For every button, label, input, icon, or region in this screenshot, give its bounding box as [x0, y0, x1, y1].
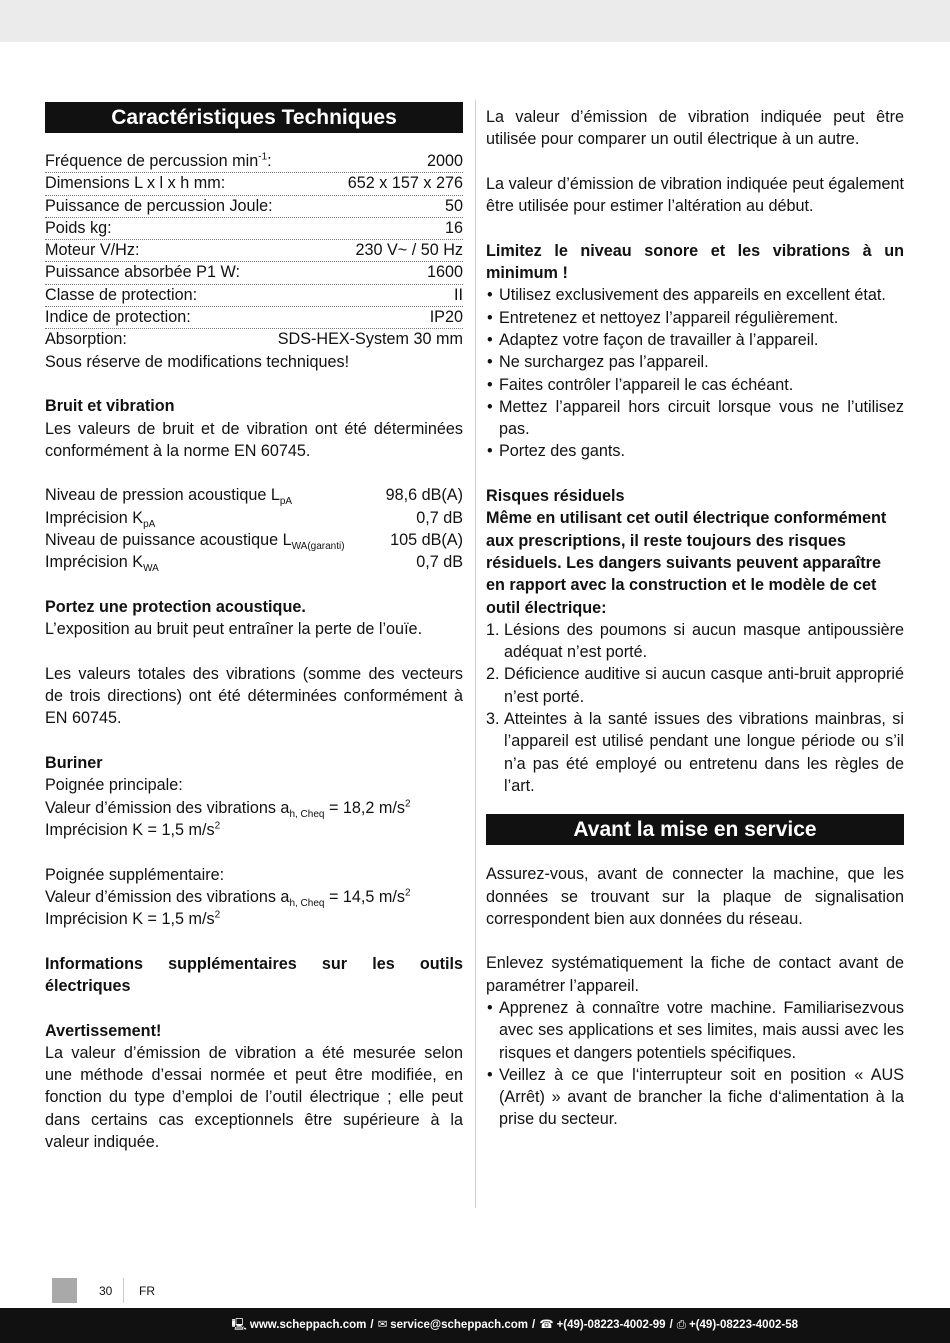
spec-row [45, 240, 463, 262]
extra-handle-uncertainty: Imprécision K = 1,5 $m/s^2$ [45, 909, 221, 929]
risk-heading: Risques résiduels [486, 487, 625, 506]
list-item: • Utilisez exclusivement des appareils en excellent état. [486, 284, 904, 306]
spec-label: Classe de protection: [45, 285, 198, 304]
buriner-heading: Buriner [45, 754, 103, 773]
vibration-compare-text: La valeur d’émission de vibration indiquée peut être utilisée pour comparer un outil électrique à un autre. [486, 108, 904, 149]
noise-text: Les valeurs de bruit et de vibration ont été déterminées conformément à la norme EN 60745. [45, 419, 463, 460]
footer-separator: / [532, 1319, 536, 1332]
top-margin-band [0, 0, 950, 42]
spec-row [45, 173, 463, 195]
computer-icon: 🖳 [231, 1319, 247, 1332]
footer-phone: +(49)-08223-4002-99 [556, 1319, 666, 1332]
protection-text: L’exposition au bruit peut entraîner la perte de l’ouïe. [45, 620, 423, 639]
fax-icon: ⎙ [676, 1319, 686, 1332]
risk-list [486, 619, 904, 797]
spec-value: SDS-HEX-System 30 mm [277, 330, 463, 349]
footer-website[interactable]: www.scheppach.com [249, 1319, 367, 1332]
spec-label: Fréquence de percussion $\min^{-1}$: [45, 151, 272, 170]
network-check-text: Assurez-vous, avant de connecter la machine, que les données se trouvant sur la plaque de signalisation correspondent bien aux données du réseau. [486, 865, 904, 928]
measure-label: Niveau de puissance acoustique $L_{WA(garanti)}$ [45, 531, 345, 553]
service-list [486, 997, 904, 1131]
phone-icon: ☎ [539, 1319, 554, 1332]
spec-row [45, 196, 463, 218]
spec-row [45, 151, 463, 173]
footer-separator: / [669, 1319, 673, 1332]
spec-value: 50 [444, 196, 463, 215]
measure-row [45, 529, 463, 551]
spec-value: 1600 [426, 263, 463, 282]
measure-value: 0,7 dB [416, 508, 463, 527]
list-item: • Adaptez votre façon de travailler à l’appareil. [486, 329, 904, 351]
warning-text: La valeur d’émission de vibration a été mesurée selon une méthode d’essai normée et peut être modifiée, en fonction du type d’emploi de l’outil électrique ; elle peut dans certains cas exceptionnels être supérieure à la valeur indiquée. [45, 1043, 463, 1152]
page-separator [123, 1278, 124, 1303]
spec-label: Poids kg: [45, 218, 112, 237]
spec-value: 230 V~ / 50 Hz [355, 241, 463, 260]
list-item: • Entretenez et nettoyez l’appareil régulièrement. [486, 307, 904, 329]
measure-row [45, 484, 463, 506]
section-title-service: Avant la mise en service [486, 814, 904, 845]
spec-label: Absorption: [45, 330, 127, 349]
spec-row [45, 329, 463, 350]
spec-label: Dimensions L x l x h mm: [45, 174, 226, 193]
noise-heading: Bruit et vibration [45, 397, 175, 416]
list-item: 1. Lésions des poumons si aucun masque antipoussière adéquat n’est porté. [486, 620, 904, 662]
main-handle-label: Poignée principale: [45, 776, 183, 795]
extra-handle-label: Poignée supplémentaire: [45, 865, 225, 884]
list-item: 2. Déficience auditive si aucun casque anti-bruit approprié n’est porté. [486, 665, 904, 706]
list-item: 3. Atteintes à la santé issues des vibrations mainbras, si l’appareil est utilisé pendant une longue période ou s’il n’a pas été employé ou entretenu dans les règles de l’art. [486, 710, 904, 795]
measure-row [45, 551, 463, 573]
list-item: • Ne surchargez pas l’appareil. [486, 351, 904, 373]
main-handle-uncertainty: Imprécision K = 1,5 $m/s^2$ [45, 820, 221, 839]
measure-row [45, 507, 463, 529]
info-heading: Informations supplémentaires sur les outils électriques [45, 954, 463, 995]
spec-row [45, 307, 463, 329]
unplug-text: Enlevez systématiquement la fiche de contact avant de paramétrer l’appareil. [486, 954, 904, 995]
spec-table [45, 151, 463, 351]
warning-heading: Avertissement! [45, 1021, 162, 1040]
list-item: • Mettez l’appareil hors circuit lorsque vous ne l’utilisez pas. [486, 396, 904, 441]
column-divider [475, 100, 476, 1208]
spec-value: 16 [444, 218, 463, 237]
limit-heading: Limitez le niveau sonore et les vibrations à un minimum ! [486, 241, 904, 283]
spec-value: IP20 [429, 308, 463, 327]
page-language: FR [139, 1284, 155, 1298]
page-number: 30 [99, 1284, 113, 1298]
spec-label: Puissance absorbée P1 W: [45, 263, 240, 282]
measure-value: 105 dB(A) [390, 531, 463, 550]
spec-row [45, 285, 463, 307]
vibration-estimate-text: La valeur d’émission de vibration indiquée peut également être utilisée pour estimer l’altération au début. [486, 174, 904, 216]
footer-fax: +(49)-08223-4002-58 [688, 1319, 798, 1332]
spec-label: Moteur V/Hz: [45, 241, 140, 260]
list-item: • Faites contrôler l’appareil le cas échéant. [486, 374, 904, 396]
spec-value: II [454, 285, 463, 304]
risk-intro: Même en utilisant cet outil électrique conformément aux prescriptions, il reste toujours des risques résiduels. Les dangers suivants peuvent apparaître en rapport avec la construction et le modèle de cet outil électrique: [486, 509, 887, 617]
section-title-technical: Caractéristiques Techniques [45, 102, 463, 133]
page-marker-block [52, 1278, 77, 1303]
extra-handle-emission: Valeur d’émission des vibrations $a_{h, Cheq} = 14,5$ $m/s^2$ [45, 887, 411, 910]
measure-label: Niveau de pression acoustique $L_{pA}$ [45, 486, 293, 508]
measure-label: Imprécision $K_{WA}$ [45, 553, 159, 575]
measure-label: Imprécision $K_{pA}$ [45, 508, 156, 530]
limit-list [486, 284, 904, 462]
mail-icon: ✉ [377, 1319, 388, 1332]
spec-value: 2000 [426, 152, 463, 170]
footer-bar [0, 1308, 950, 1343]
spec-label: Indice de protection: [45, 308, 191, 327]
measure-value: 0,7 dB [416, 553, 463, 572]
measure-value: 98,6 dB(A) [385, 486, 463, 505]
list-item: • Apprenez à connaître votre machine. Familiarisezvous avec ses applications et ses limites, mais aussi avec les risques et dangers potentiels spécifiques. [486, 997, 904, 1064]
spec-label: Puissance de percussion Joule: [45, 196, 273, 215]
list-item: • Veillez à ce que l‘interrupteur soit en position « AUS (Arrêt) » avant de brancher la fiche d‘alimentation à la prise du secteur. [486, 1064, 904, 1131]
noise-measures [45, 484, 463, 573]
footer-email[interactable]: service@scheppach.com [390, 1319, 529, 1332]
right-column [486, 106, 904, 1131]
reserve-note: Sous réserve de modifications techniques! [45, 352, 350, 371]
protection-heading: Portez une protection acoustique. [45, 597, 306, 616]
spec-row [45, 218, 463, 240]
vibration-text: Les valeurs totales des vibrations (somme des vecteurs de trois directions) ont été déterminées conformément à EN 60745. [45, 664, 463, 728]
main-handle-emission: Valeur d’émission des vibrations $a_{h, Cheq} = 18,2$ $m/s^2$ [45, 798, 411, 820]
left-column [45, 102, 463, 1153]
spec-value: 652 x 157 x 276 [347, 174, 463, 193]
spec-row [45, 262, 463, 284]
list-item: • Portez des gants. [486, 440, 904, 462]
footer-separator: / [370, 1319, 374, 1332]
